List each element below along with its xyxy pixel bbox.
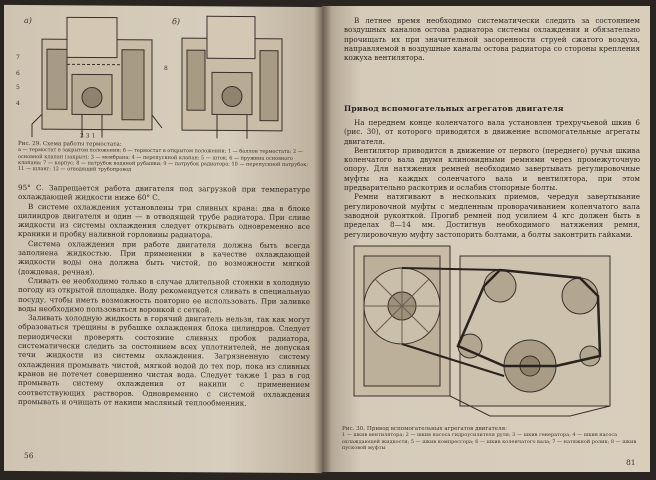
figure-callout-4: 4 bbox=[16, 99, 20, 108]
book-gutter bbox=[314, 4, 332, 474]
figure-29-caption-body: а — термостат в закрытом положении; б — термостат в открытом положении; 1 — баллон термостата; 2 — основной клапан (закрыт); 3 — мембрана; 4 — перепускной клапан; 5 — шток; 6 — пружина основного клапана; 7 — корпус; 8 — патрубок водяной рубашки; 9 — патрубок радиатора; 10 — перепускной патрубок; 11 — шланг; 12 — отводящий трубопровод bbox=[18, 147, 309, 173]
left-page-body bbox=[18, 183, 310, 408]
left-paragraph-5: Заливать холодную жидкость в горячий двигатель нельзя, так как могут образоваться трещины в рубашке охлаждения блока цилиндров. Следует периодически проверять состояние сливных пробок радиатора, систематически следить за состоянием всех уплотнителей, не допуская течи жидкости из системы охлаждения. Загрязненную систему охлаждения промывать чистой, мягкой водой до тех пор, пока из сливных кранов не потечет совершенно чистая вода. Следует также 1 раз в год промывать систему охлаждения от накипи с применением соответствующих растворов. Одновременно с системой охлаждения промывать и очищать от накипи масляный теплообменник. bbox=[18, 313, 310, 408]
figure-label-a: а) bbox=[24, 16, 32, 26]
figure-callout-bottom: 2 3 1 bbox=[80, 132, 96, 140]
figure-30-caption bbox=[342, 426, 642, 451]
right-page-top-text bbox=[344, 16, 640, 62]
right-page bbox=[322, 6, 650, 472]
thermostat-figure bbox=[12, 9, 312, 141]
left-paragraph-4: Сливать ее необходимо только в случае длительной стоянки в холодную погоду из открытой площадке. Воду рекомендуется сливать в специальную посуду, чтобы иметь возможность повторно ее использовать. При заливке воды необходимо пользоваться воронкой с сеткой. bbox=[18, 276, 310, 315]
compressor-pulley bbox=[562, 278, 598, 314]
thermostat-open-diagram bbox=[182, 16, 282, 139]
right-page-mid-text bbox=[344, 118, 640, 239]
right-paragraph-1: В летнее время необходимо систематически следить за состоянием воздушных каналов остова радиатора системы охлаждения и обязательно прочищать их при значительной засоренности струей сжатого воздуха, направляемой в воздушные каналы остова радиатора со стороны крепления кожуха вентилятора. bbox=[344, 16, 640, 63]
figure-29-caption-title: Рис. 29. Схема работы термостата: bbox=[18, 140, 122, 148]
figure-30-caption-title: Рис. 30. Привод вспомогательных агрегатов двигателя: bbox=[342, 426, 508, 432]
right-paragraph-4: Ремни натягивают в нескольких приемов, чередуя завертывание регулировочной муфты с медленным проворачиванием коленчатого вала заводной рукояткой. Прогиб ремней под усилием 4 кгс должен быть в пределах 8—14 мм. Достигнув необходимого натяжения ремня, регулировочную муфту застопорить болтами, а болты законтрить гайками. bbox=[344, 192, 640, 239]
left-page bbox=[4, 5, 322, 473]
left-page-number: 56 bbox=[24, 451, 34, 461]
figure-callout-8: 8 bbox=[164, 65, 168, 73]
right-page-number: 81 bbox=[626, 458, 636, 467]
left-paragraph-2: В системе охлаждения установлены три сливных крана: два в блоке цилиндров двигателя и один — в отводящей трубе радиатора. При сливе жидкости из системы охлаждения следует открывать одновременно все краники и пробку наливной горловины радиатора. bbox=[18, 201, 310, 240]
generator-pulley bbox=[484, 270, 516, 302]
thermostat-closed-diagram bbox=[32, 17, 162, 138]
left-paragraph-1: 95° С. Запрещается работа двигателя под загрузкой при температуре охлаждающей жидкости ниже 60° С. bbox=[18, 182, 310, 203]
belt-drive-figure bbox=[350, 236, 630, 426]
figure-30-caption-body: 1 — шкив вентилятора; 2 — шкив насоса гидроусилителя руля; 3 — шкив генератора; 4 — шкив насоса охлаждающей жидкости; 5 — шкив компрессора; 6 — шкив коленчатого вала; 7 — натяжной ролик; 8 — шкив пусковой муфты bbox=[342, 432, 637, 451]
figure-callout-7: 7 bbox=[16, 53, 20, 62]
figure-callout-5: 5 bbox=[16, 83, 20, 92]
right-paragraph-2: На переднем конце коленчатого вала установлен трехручьевой шкив 6 (рис. 30), от которого приводятся в движение вспомогательные агрегаты двигателя. bbox=[344, 118, 640, 146]
section-heading: Привод вспомогательных агрегатов двигателя bbox=[344, 104, 564, 113]
right-paragraph-3: Вентилятор приводится в движение от первого (переднего) ручья шкива коленчатого вала двумя клиновидными ремнями через промежуточную опору. Для натяжения ремней необходимо завертывать регулировочные муфты на каждых соленчатого вала и вентилятора, при этом предварительно раскотрив и ослабив стопорные болты. bbox=[344, 145, 640, 193]
figure-label-b: б) bbox=[172, 17, 181, 27]
figure-callout-6: 6 bbox=[16, 69, 20, 78]
figure-29-caption bbox=[18, 141, 308, 175]
left-paragraph-3: Система охлаждения при работе двигателя должна быть всегда заполнена жидкостью. При применении в качестве охлаждающей жидкости воды она должна быть чистой, по возможности мягкой (дождевая, речная). bbox=[18, 238, 310, 277]
